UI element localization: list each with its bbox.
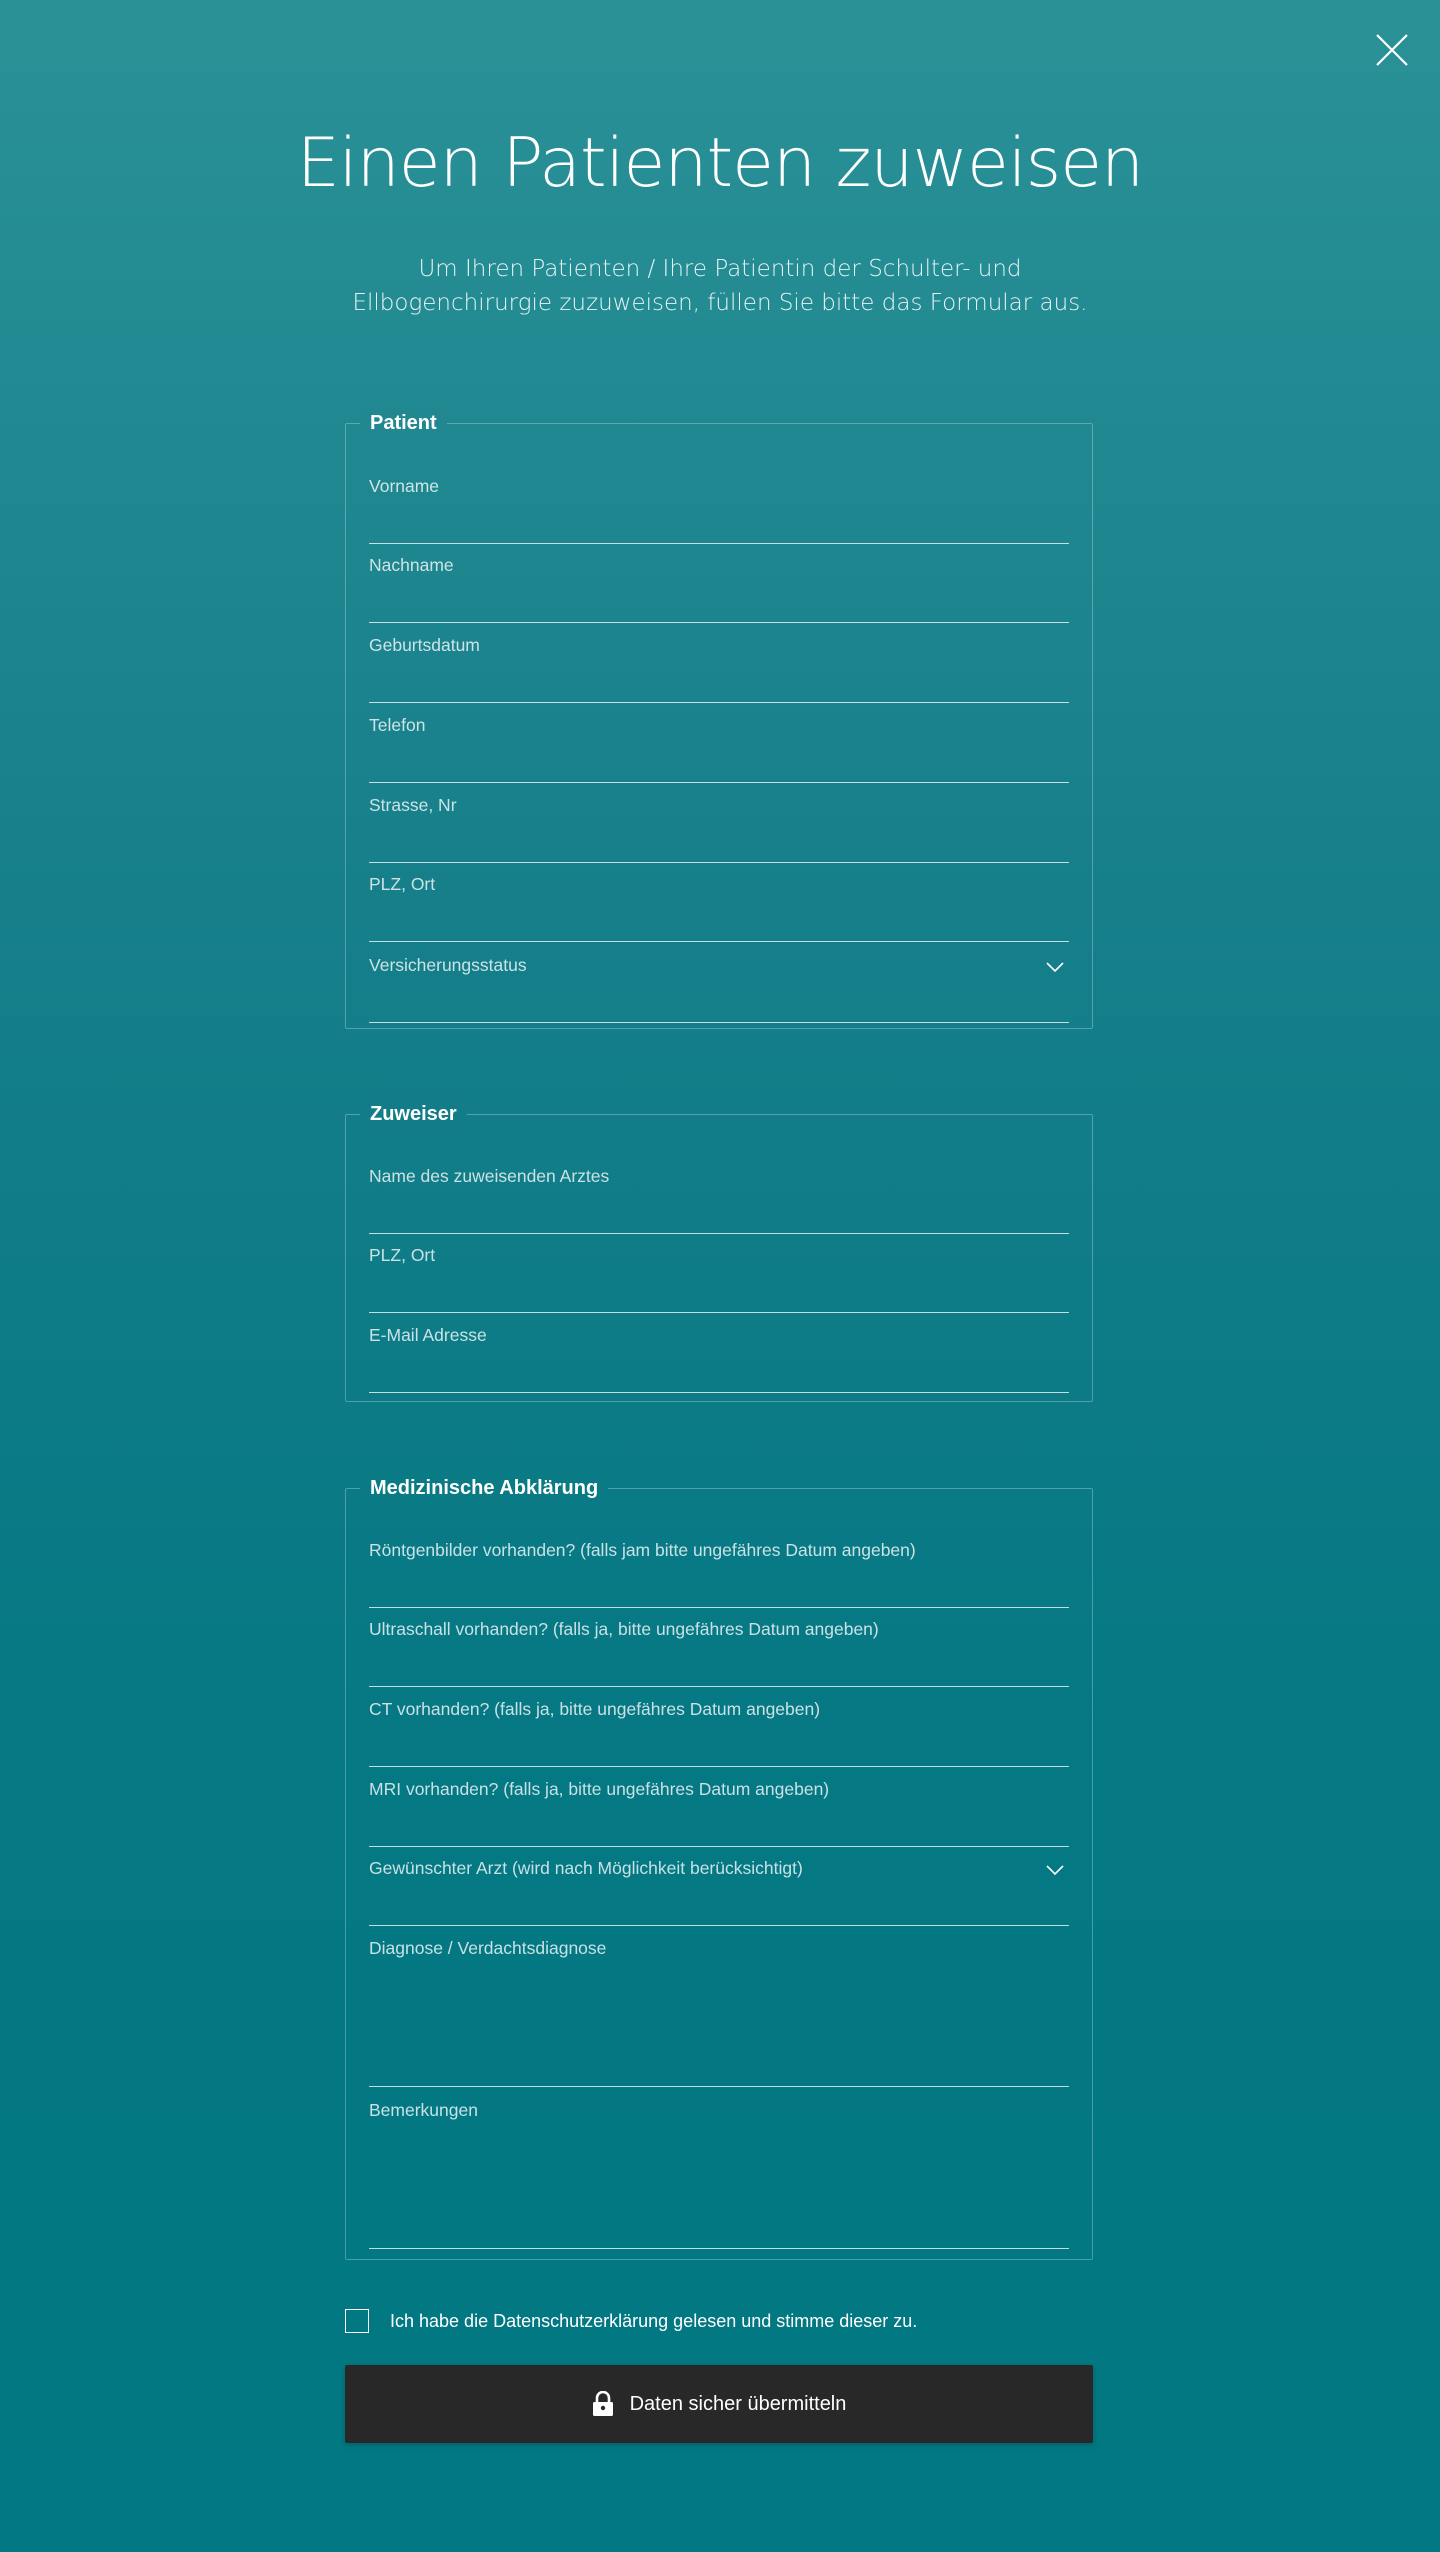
vorname-label: Vorname: [369, 476, 440, 496]
consent-label[interactable]: Ich habe die Datenschutzerklärung gelesen und stimme dieser zu.: [390, 2311, 918, 2331]
mri-label: MRI vorhanden? (falls ja, bitte ungefähres Datum angeben): [369, 1779, 830, 1799]
chevron-down-icon: [1045, 960, 1065, 974]
chevron-down-icon: [1045, 1863, 1065, 1877]
arzt-name-label: Name des zuweisenden Arztes: [369, 1166, 610, 1186]
roentgen-label: Röntgenbilder vorhanden? (falls jam bitte ungefähres Datum angeben): [369, 1540, 916, 1560]
telefon-field[interactable]: [369, 714, 1069, 783]
geburtsdatum-label: Geburtsdatum: [369, 635, 480, 655]
plz-ort-label: PLZ, Ort: [369, 874, 436, 894]
ultraschall-label: Ultraschall vorhanden? (falls ja, bitte ungefähres Datum angeben): [369, 1619, 879, 1639]
plz-ort-field[interactable]: [369, 873, 1069, 942]
bemerkungen-textarea[interactable]: [369, 2099, 1069, 2249]
consent-checkbox[interactable]: [345, 2309, 369, 2333]
arzt-name-field[interactable]: [369, 1165, 1069, 1234]
intro-text: Um Ihren Patienten / Ihre Patientin der Schulter- und Ellbogenchirurgie zuzuweisen, füllen Sie bitte das Formular aus.: [352, 256, 1088, 316]
email-label: E-Mail Adresse: [369, 1325, 487, 1345]
nachname-field[interactable]: [369, 554, 1069, 623]
mri-field[interactable]: [369, 1778, 1069, 1847]
vorname-field[interactable]: [369, 475, 1069, 544]
diagnose-label: Diagnose / Verdachtsdiagnose: [369, 1938, 607, 1958]
strasse-field[interactable]: [369, 794, 1069, 863]
zuweiser-fieldset: [345, 1103, 1093, 1402]
versicherungsstatus-label: Versicherungsstatus: [369, 955, 527, 975]
lock-icon: [592, 2391, 614, 2417]
telefon-label: Telefon: [369, 715, 426, 735]
zuweiser-legend: Zuweiser: [360, 1098, 467, 1130]
diagnose-textarea[interactable]: [369, 1937, 1069, 2087]
geburtsdatum-field[interactable]: [369, 634, 1069, 703]
nachname-label: Nachname: [369, 555, 454, 575]
ct-field[interactable]: [369, 1698, 1069, 1767]
submit-label: Daten sicher übermitteln: [629, 2392, 847, 2415]
patient-legend: Patient: [360, 407, 447, 439]
patient-fieldset: [345, 412, 1093, 1029]
close-icon: [1372, 30, 1412, 70]
close-button[interactable]: [1372, 30, 1412, 70]
page-title: Einen Patienten zuweisen: [296, 124, 1144, 203]
zuweiser-plz-ort-label: PLZ, Ort: [369, 1245, 436, 1265]
zuweiser-plz-ort-field[interactable]: [369, 1244, 1069, 1313]
strasse-label: Strasse, Nr: [369, 795, 457, 815]
bemerkungen-label: Bemerkungen: [369, 2100, 478, 2120]
gewuenschter-arzt-select[interactable]: [369, 1857, 1069, 1926]
versicherungsstatus-select[interactable]: [369, 954, 1069, 1023]
roentgen-field[interactable]: [369, 1539, 1069, 1608]
ultraschall-field[interactable]: [369, 1618, 1069, 1687]
email-field[interactable]: [369, 1324, 1069, 1393]
gewuenschter-arzt-label: Gewünschter Arzt (wird nach Möglichkeit berücksichtigt): [369, 1858, 803, 1878]
submit-button[interactable]: [345, 2365, 1093, 2443]
medizinisch-fieldset: [345, 1477, 1093, 2260]
medizinisch-legend: Medizinische Abklärung: [360, 1472, 608, 1504]
ct-label: CT vorhanden? (falls ja, bitte ungefähres Datum angeben): [369, 1699, 821, 1719]
